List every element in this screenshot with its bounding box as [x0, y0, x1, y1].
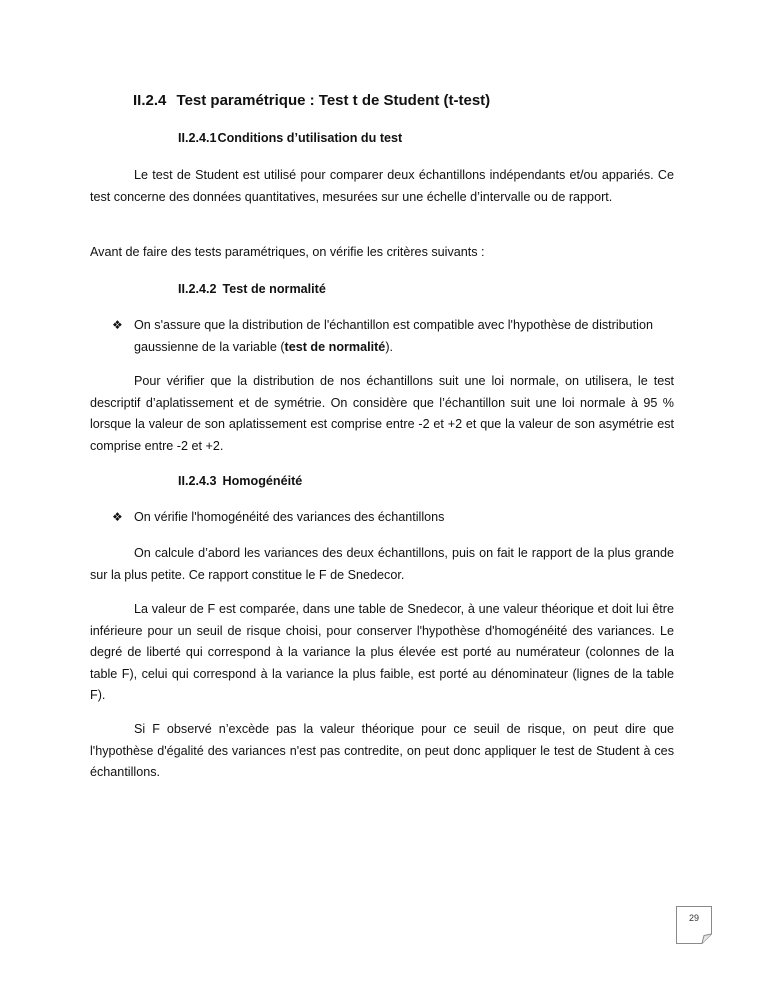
- paragraph-snedecor: La valeur de F est comparée, dans une table de Snedecor, à une valeur théorique et doit lui être inférieure pour un seuil de risque choisi, pour conserver l'hypothèse d'homogénéité des variances. Le degré de liberté qui correspond à la variance la plus élevée est porté au numérateur (colonnes de la table F), celui qui correspond à la variance la plus faible, est porté au dénominateur (lignes de la table F).: [90, 602, 674, 702]
- paragraph-variances: On calcule d’abord les variances des deux échantillons, puis on fait le rapport de la plus grande sur la plus petite. Ce rapport constitue le F de Snedecor.: [90, 546, 674, 582]
- bullet-text-part: On s'assure que la distribution de l'échantillon est compatible avec l'hypothèse de distribution gaussienne de la variable (: [134, 318, 653, 354]
- subsection-heading-1: [178, 129, 402, 147]
- section-heading: [133, 90, 490, 112]
- bullet-bold-term: test de normalité: [284, 339, 386, 354]
- diamond-bullet-icon: ❖: [112, 510, 123, 524]
- diamond-bullet-icon: ❖: [112, 318, 123, 332]
- subsection-heading-2: [178, 280, 326, 298]
- section-title: Test paramétrique : Test t de Student (t-test): [176, 92, 491, 109]
- section-number: II.2.4: [133, 92, 167, 109]
- subsection-number: II.2.4.1: [178, 131, 217, 145]
- subsection-title: Homogénéité: [222, 474, 303, 488]
- subsection-number: II.2.4.2: [178, 282, 217, 296]
- bullet-text-part: ).: [385, 339, 394, 354]
- paragraph-conclusion: Si F observé n’excède pas la valeur théorique pour ce seuil de risque, on peut dire que l'hypothèse d'égalité des variances n'est pas contredite, on peut donc appliquer le test de Student à ces échantillons.: [90, 722, 674, 779]
- bullet-text: [134, 315, 654, 358]
- subsection-heading-3: [178, 472, 302, 490]
- subsection-number: II.2.4.3: [178, 474, 217, 488]
- paragraph-normality: Pour vérifier que la distribution de nos échantillons suit une loi normale, on utilisera, le test descriptif d’aplatissement et de symétrie. On considère que l’échantillon suit une loi normale à 95 % lorsque la valeur de son aplatissement est comprise entre -2 et +2 et que la valeur de son asymétrie est comprise entre -2 et +2.: [90, 374, 674, 453]
- page-number: 29: [688, 913, 699, 923]
- paragraph-intro: Le test de Student est utilisé pour comparer deux échantillons indépendants et/ou appariés. Ce test concerne des données quantitatives, mesurées sur une échelle d’intervalle ou de rapport.: [90, 168, 674, 204]
- page-number-box: [676, 906, 712, 944]
- bullet-text: On vérifie l'homogénéité des variances des échantillons: [134, 510, 445, 524]
- subsection-title: Test de normalité: [222, 282, 326, 296]
- subsection-title: Conditions d’utilisation du test: [217, 131, 403, 145]
- paragraph-criteria: Avant de faire des tests paramétriques, on vérifie les critères suivants :: [90, 245, 485, 259]
